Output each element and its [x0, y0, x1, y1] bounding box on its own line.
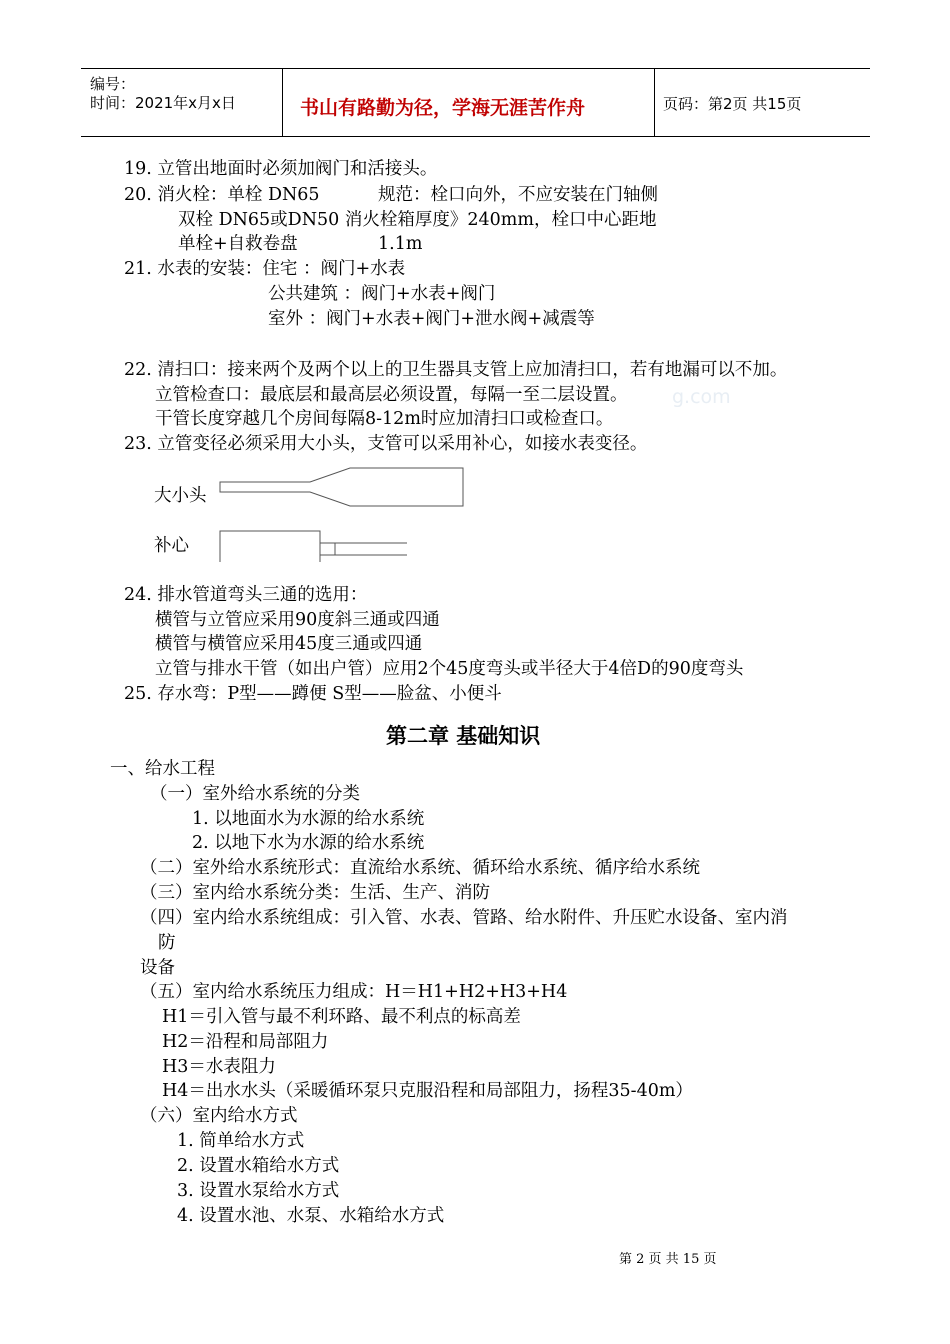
- header-right-cell: [655, 69, 870, 136]
- section-line: H1＝引入管与最不利环路、最不利点的标高差: [162, 1007, 521, 1027]
- section-line: （六）室内给水方式: [140, 1106, 298, 1126]
- header-middle-cell: [282, 69, 655, 136]
- section-line: 一、给水工程: [110, 759, 215, 779]
- section-line: （四）室内给水系统组成：引入管、水表、管路、给水附件、升压贮水设备、室内消: [140, 908, 788, 928]
- reducer-shape: [220, 468, 463, 506]
- section-line: （五）室内给水系统压力组成：H＝H1+H2+H3+H4: [140, 982, 568, 1002]
- section-line: （三）室内给水系统分类：生活、生产、消防: [140, 883, 490, 903]
- text-line: 横管与立管应采用90度斜三通或四通: [155, 610, 440, 630]
- text-line: 单栓+自救卷盘: [178, 234, 298, 254]
- section-line: 防: [158, 933, 176, 953]
- reducer-label: 大小头: [154, 486, 207, 506]
- text-line: 公共建筑 ：阀门+水表+阀门: [268, 284, 496, 304]
- section-line: 2. 设置水箱给水方式: [177, 1156, 340, 1176]
- text-line: 室外 ：阀门+水表+阀门+泄水阀+减震等: [268, 309, 595, 329]
- text-line: 21. 水表的安装：住宅 ：阀门+水表: [124, 259, 406, 279]
- text-line: 立管与排水干管（如出户管）应用2个45度弯头或半径大于4倍D的90度弯头: [155, 659, 744, 679]
- section-line: 4. 设置水池、水泵、水箱给水方式: [177, 1206, 445, 1226]
- section-line: 设备: [140, 958, 175, 978]
- text-line: 规范：栓口向外，不应安装在门轴侧: [378, 185, 658, 205]
- section-line: 1. 以地面水为水源的给水系统: [192, 809, 425, 829]
- text-line: 立管检查口：最底层和最高层必须设置，每隔一至二层设置。: [155, 385, 628, 405]
- text-line: 20. 消火栓：单栓 DN65: [124, 185, 320, 205]
- text-line: 22. 清扫口：接来两个及两个以上的卫生器具支管上应加清扫口，若有地漏可以不加。: [124, 360, 788, 380]
- text-line: 干管长度穿越几个房间每隔8-12m时应加清扫口或检查口。: [155, 409, 614, 429]
- text-line: 横管与横管应采用45度三通或四通: [155, 634, 423, 654]
- section-line: 3. 设置水泵给水方式: [177, 1181, 340, 1201]
- text-line: 23. 立管变径必须采用大小头，支管可以采用补心，如接水表变径。: [124, 434, 648, 454]
- section-line: （二）室外给水系统形式：直流给水系统、循环给水系统、循序给水系统: [140, 858, 700, 878]
- header-table: [81, 68, 870, 137]
- header-left-cell: [81, 69, 283, 136]
- text-line: 24. 排水管道弯头三通的选用：: [124, 585, 368, 605]
- text-line: 双栓 DN65或DN50 消火栓箱厚度》240mm，栓口中心距地: [178, 210, 657, 230]
- section-line: （一）室外给水系统的分类: [150, 784, 360, 804]
- time-label: 时间：2021年x月x日: [90, 94, 236, 112]
- chapter-title: 第二章 基础知识: [386, 724, 541, 748]
- bushing-label: 补心: [154, 536, 189, 556]
- page-footer: 第 2 页 共 15 页: [619, 1252, 717, 1267]
- page-label: 页码：第2页 共15页: [663, 95, 802, 113]
- section-line: H3＝水表阻力: [162, 1057, 276, 1077]
- number-label: 编号：: [90, 75, 136, 93]
- watermark: g.com: [672, 386, 731, 408]
- section-line: 1. 简单给水方式: [177, 1131, 305, 1151]
- section-line: 2. 以地下水为水源的给水系统: [192, 833, 425, 853]
- text-line: 25. 存水弯：P型——蹲便 S型——脸盆、小便斗: [124, 684, 502, 704]
- section-line: H4＝出水水头（采暖循环泵只克服沿程和局部阻力，扬程35-40m）: [162, 1081, 693, 1101]
- motto: 书山有路勤为径，学海无涯苦作舟: [300, 97, 586, 119]
- bushing-body: [220, 531, 320, 562]
- section-line: H2＝沿程和局部阻力: [162, 1032, 329, 1052]
- text-line: 19. 立管出地面时必须加阀门和活接头。: [124, 159, 438, 179]
- text-line: 1.1m: [378, 234, 423, 254]
- pipe-fitting-diagram: [210, 462, 475, 562]
